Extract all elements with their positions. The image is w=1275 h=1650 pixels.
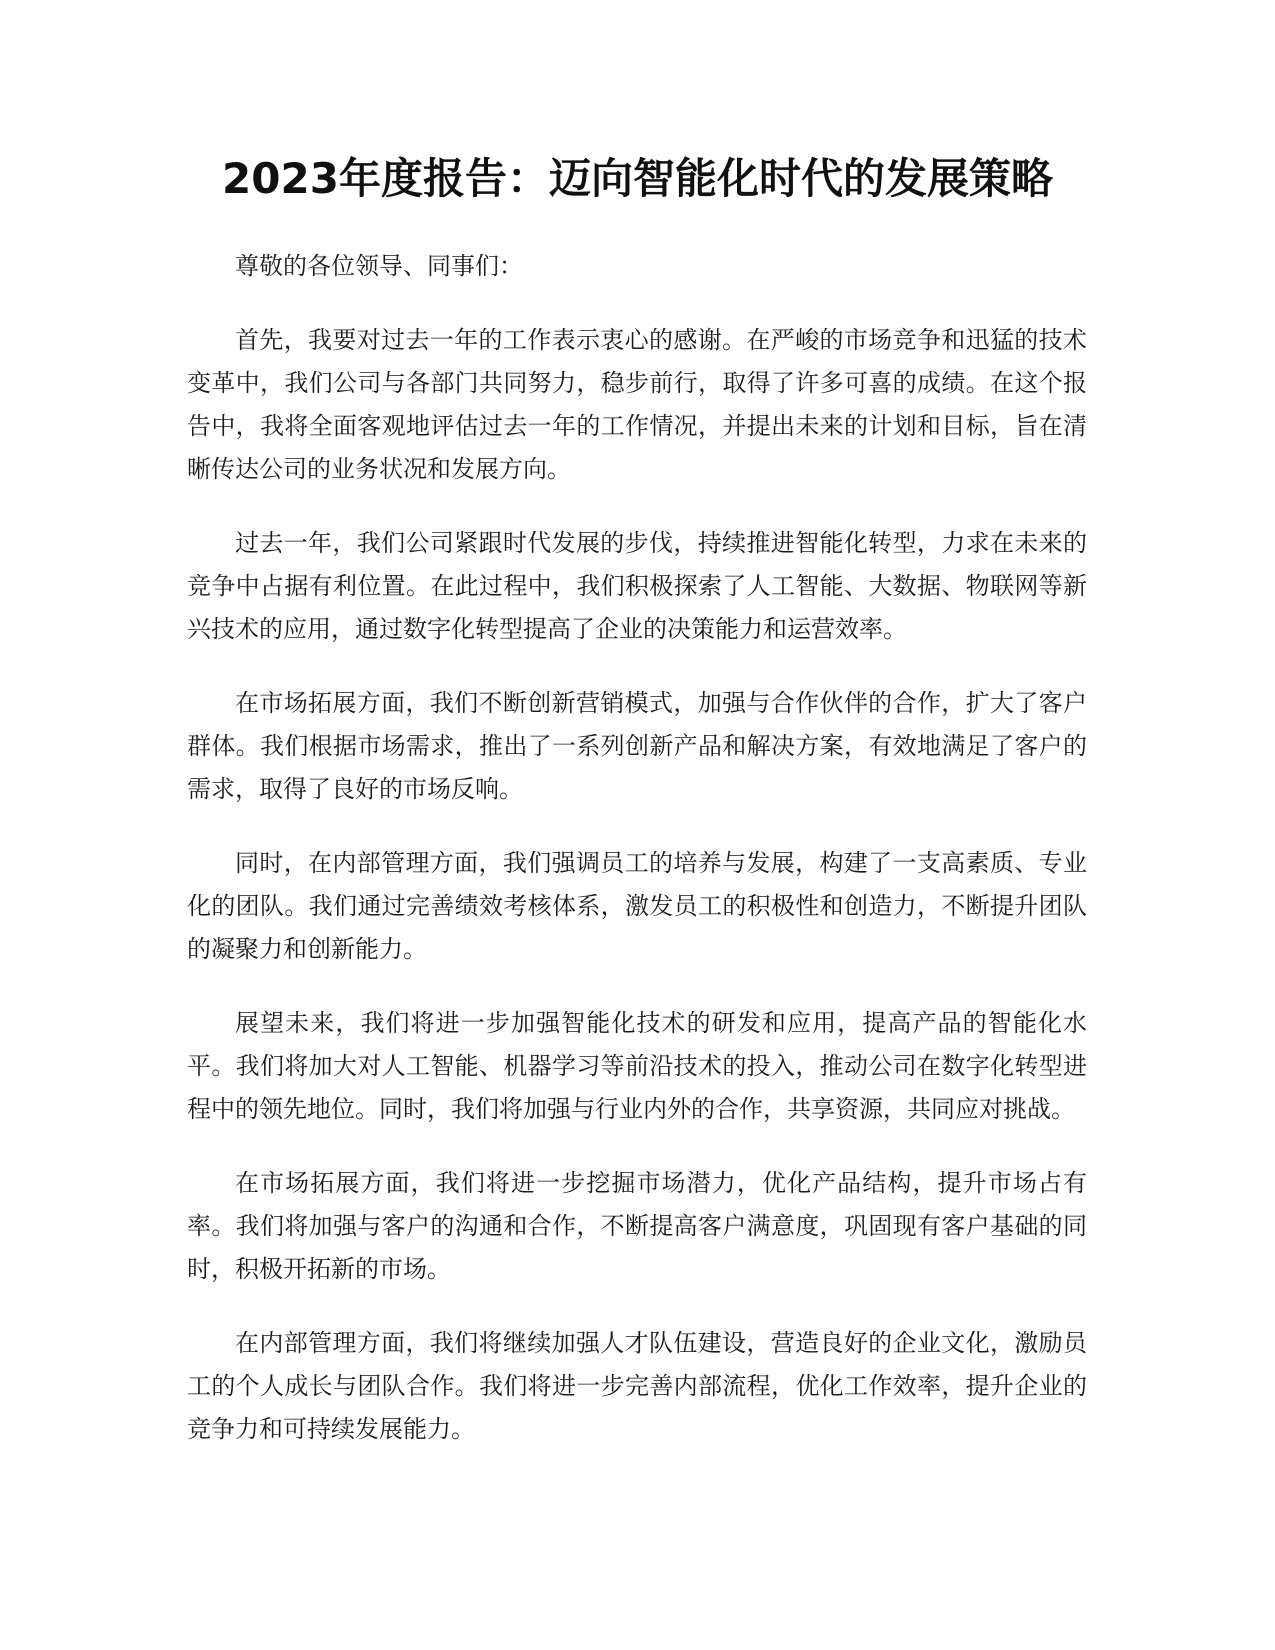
paragraph-intro: 首先，我要对过去一年的工作表示衷心的感谢。在严峻的市场竞争和迅猛的技术变革中，我们公司与各部门共同努力，稳步前行，取得了许多可喜的成绩。在这个报告中，我将全面客观地评估过去一年的工作情况，并提出未来的计划和目标，旨在清晰传达公司的业务状况和发展方向。 [187,326,1087,483]
salutation: 尊敬的各位领导、同事们： [235,252,523,280]
document-title: 2023年度报告：迈向智能化时代的发展策略 [222,154,1053,203]
paragraph-transformation: 过去一年，我们公司紧跟时代发展的步伐，持续推进智能化转型，力求在未来的竞争中占据有利位置。在此过程中，我们积极探索了人工智能、大数据、物联网等新兴技术的应用，通过数字化转型提高了企业的决策能力和运营效率。 [187,529,1087,643]
paragraph-management-plan: 在内部管理方面，我们将继续加强人才队伍建设，营造良好的企业文化，激励员工的个人成长与团队合作。我们将进一步完善内部流程，优化工作效率，提升企业的竞争力和可持续发展能力。 [187,1329,1087,1443]
paragraph-market-plan: 在市场拓展方面，我们将进一步挖掘市场潜力，优化产品结构，提升市场占有率。我们将加强与客户的沟通和合作，不断提高客户满意度，巩固现有客户基础的同时，积极开拓新的市场。 [187,1169,1087,1283]
paragraph-management: 同时，在内部管理方面，我们强调员工的培养与发展，构建了一支高素质、专业化的团队。我们通过完善绩效考核体系，激发员工的积极性和创造力，不断提升团队的凝聚力和创新能力。 [187,849,1087,963]
paragraph-market: 在市场拓展方面，我们不断创新营销模式，加强与合作伙伴的合作，扩大了客户群体。我们根据市场需求，推出了一系列创新产品和解决方案，有效地满足了客户的需求，取得了良好的市场反响。 [187,689,1087,803]
document-body [187,245,1087,1482]
paragraph-outlook: 展望未来，我们将进一步加强智能化技术的研发和应用，提高产品的智能化水平。我们将加大对人工智能、机器学习等前沿技术的投入，推动公司在数字化转型进程中的领先地位。同时，我们将加强与行业内外的合作，共享资源，共同应对挑战。 [187,1009,1087,1123]
